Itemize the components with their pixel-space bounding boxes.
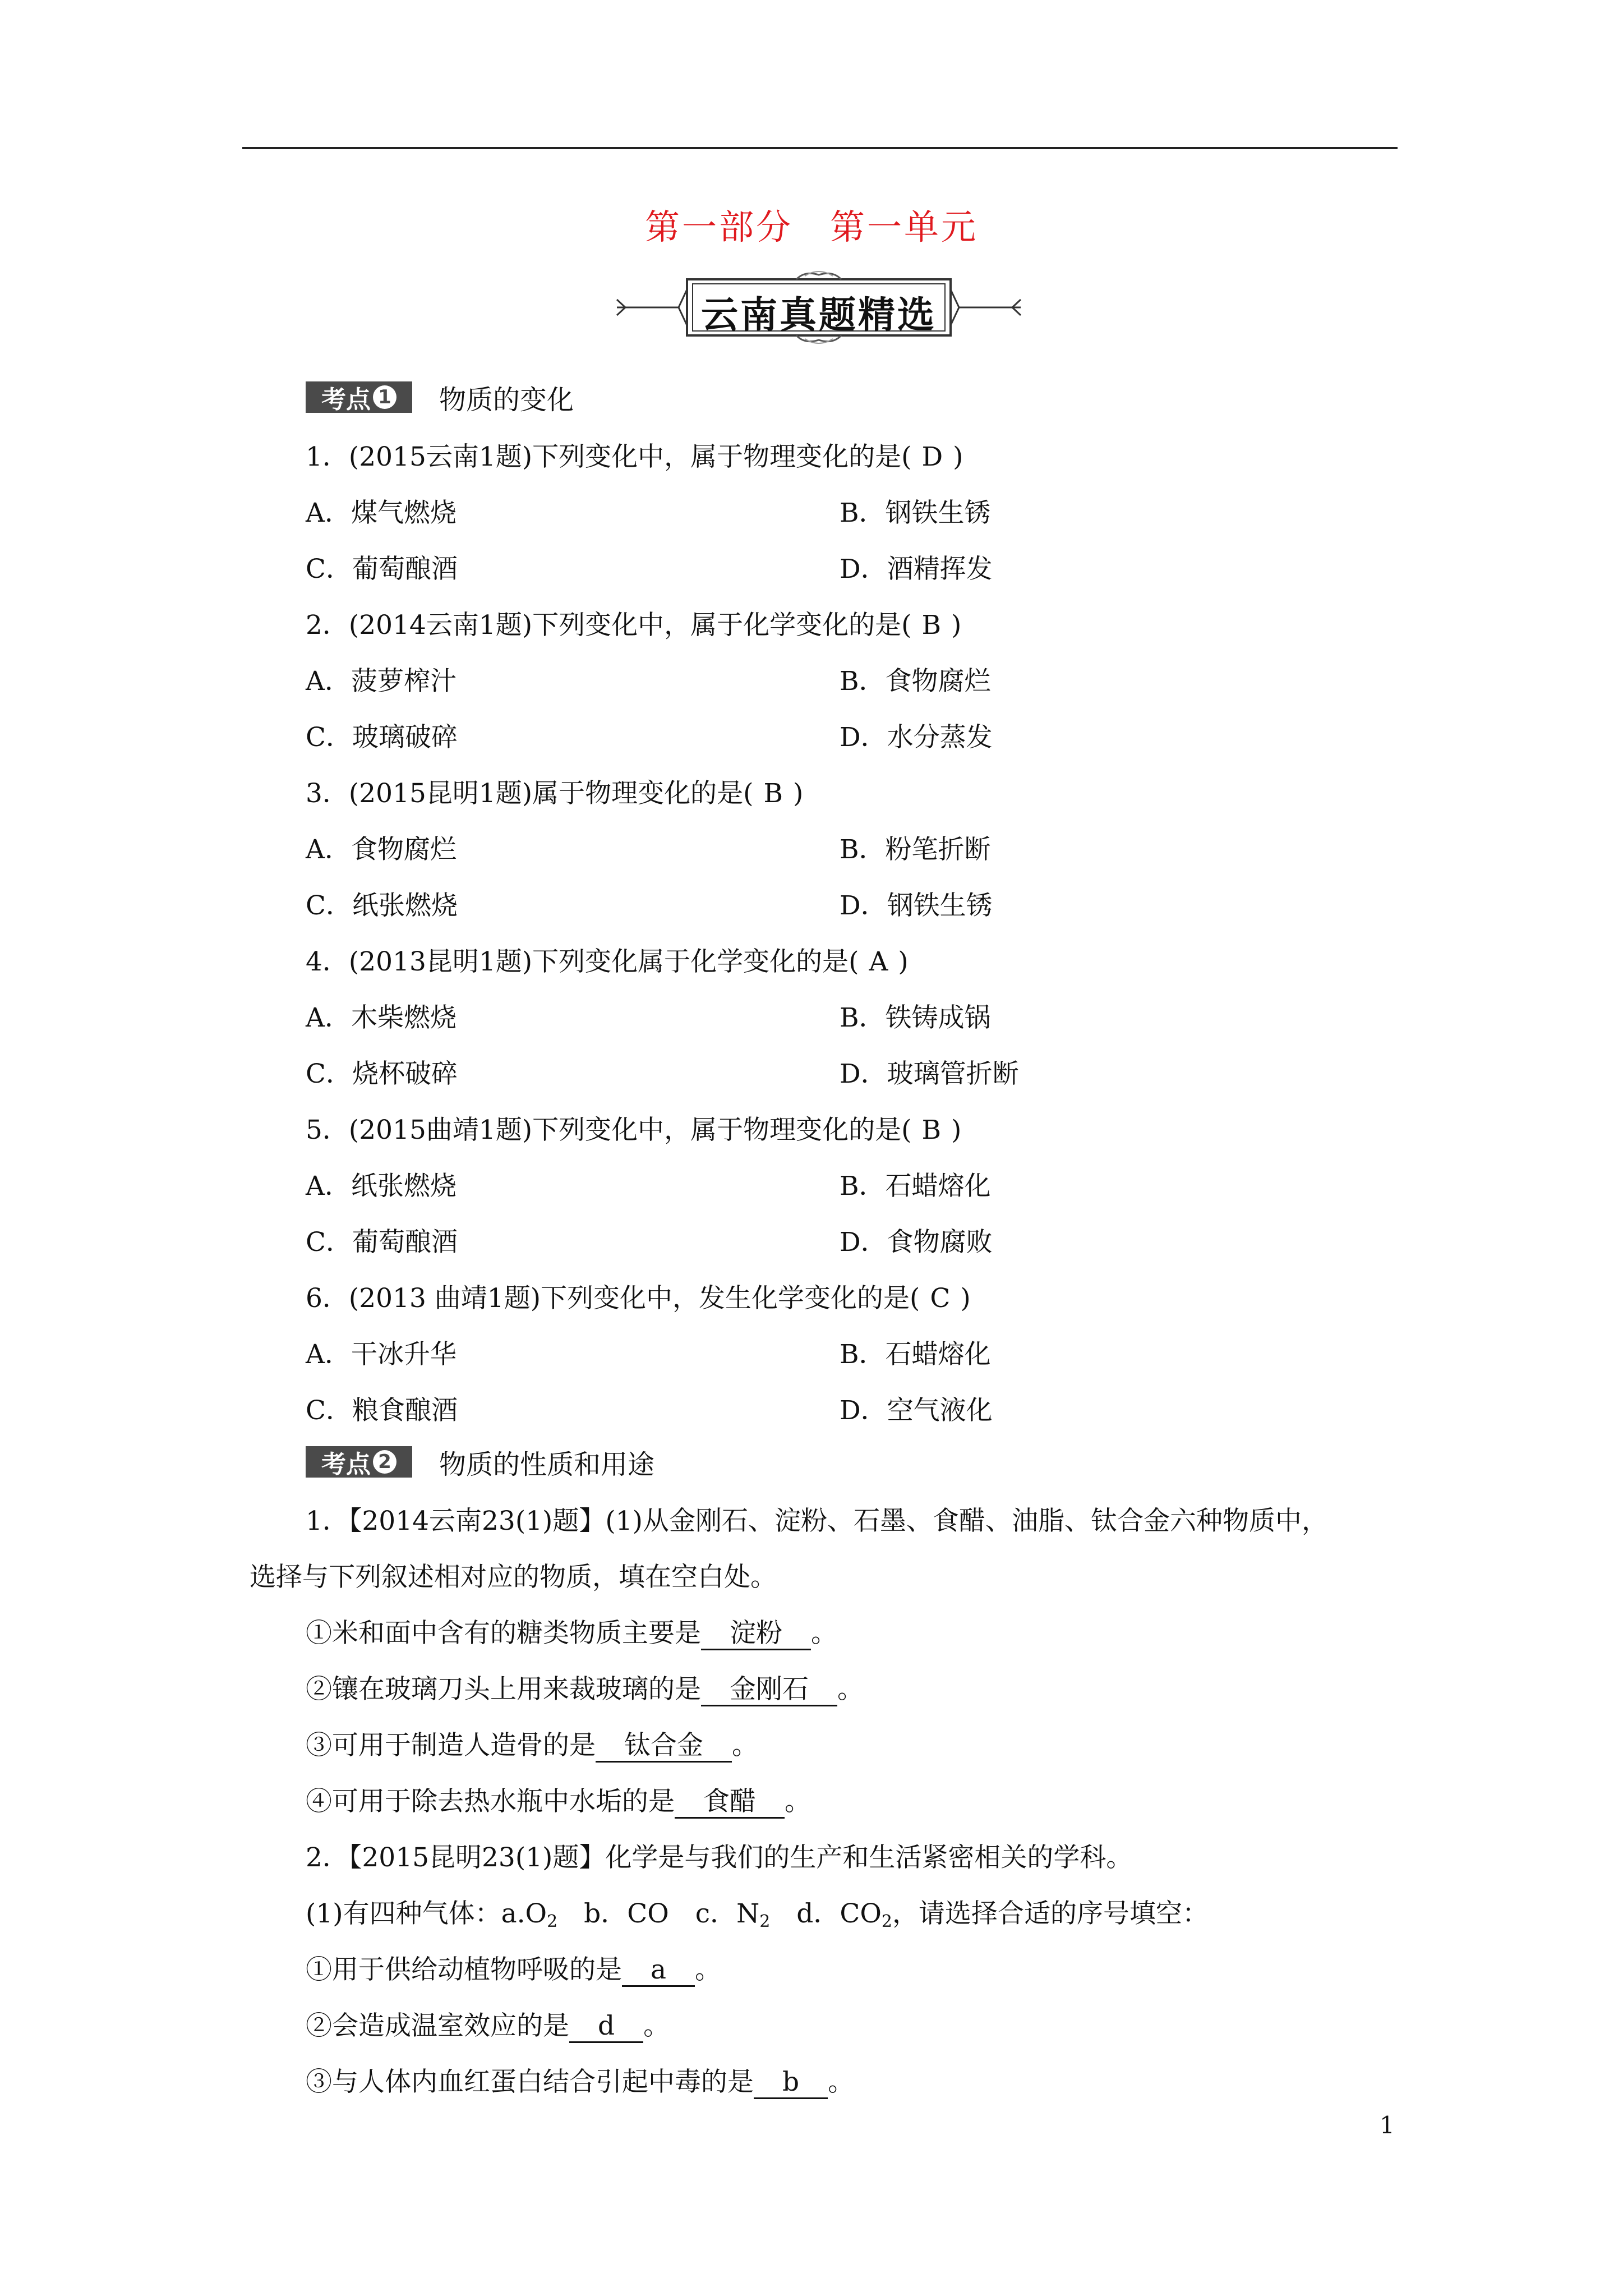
option-b: B．食物腐烂 [840,666,991,697]
option-c: C．烧杯破碎 [306,1059,458,1089]
option-a: A．木柴燃烧 [306,1002,457,1033]
fill-item: ①米和面中含有的糖类物质主要是 淀粉 。 [306,1617,837,1650]
option-b: B．石蜡熔化 [840,1339,991,1370]
answer-blank: d [569,2010,643,2043]
fill-item: ②镶在玻璃刀头上用来裁玻璃的是 金刚石 。 [306,1673,864,1706]
option-d: D．玻璃管折断 [840,1059,1019,1089]
answer-blank: 钛合金 [596,1730,732,1763]
option-d: D．水分蒸发 [840,722,993,753]
fill-item: ③可用于制造人造骨的是 钛合金 。 [306,1729,758,1763]
option-b: B．铁铸成锅 [840,1002,991,1033]
option-c: C．玻璃破碎 [306,722,458,753]
header-rule [242,147,1398,149]
question-sub-stem: (1)有四种气体：$a.O_2$ b．CO c．$N_2$ d．$CO_2$，请选择合适的序号填空： [306,1898,1209,1931]
option-b: B．石蜡熔化 [840,1171,991,1202]
answer-blank: 食醋 [675,1786,785,1819]
option-d: D．酒精挥发 [840,554,993,585]
option-c: C．粮食酿酒 [306,1395,458,1426]
option-a: A．煤气燃烧 [306,498,457,528]
fill-item: ②会造成温室效应的是 d 。 [306,2009,670,2043]
option-a: A．菠萝榨汁 [306,666,457,697]
option-b: B．粉笔折断 [840,834,991,865]
option-c: C．葡萄酿酒 [306,1227,458,1258]
part-title: 第一部分 第一单元 [644,206,978,247]
question-stem: 4．(2013昆明1题)下列变化属于化学变化的是( A ) [306,946,909,977]
banner-title: 云南真题精选 [701,293,937,337]
option-a: A．干冰升华 [306,1339,457,1370]
option-b: B．钢铁生锈 [840,498,991,528]
banner [611,267,1026,351]
question-stem: 1．(2015云南1题)下列变化中，属于物理变化的是( D ) [306,441,963,472]
answer-blank: 金刚石 [701,1674,837,1706]
option-c: C．纸张燃烧 [306,890,458,921]
answer-blank: b [754,2067,828,2099]
question-stem: 5．(2015曲靖1题)下列变化中，属于物理变化的是( B ) [306,1115,962,1145]
page-number: 1 [1380,2111,1395,2139]
question-stem: 1．【2014云南23(1)题】(1)从金刚石、淀粉、石墨、食醋、油脂、钛合金六种物质中， [306,1506,1328,1536]
question-stem: 2．(2014云南1题)下列变化中，属于化学变化的是( B ) [306,610,962,641]
section-header-2 [306,1446,654,1478]
section-title: 物质的性质和用途 [439,1448,655,1480]
fill-item: ①用于供给动植物呼吸的是 a 。 [306,1953,721,1987]
question-stem: 2．【2015昆明23(1)题】化学是与我们的生产和生活紧密相关的学科。 [306,1842,1133,1873]
section-title: 物质的变化 [439,384,574,416]
option-d: D．食物腐败 [840,1227,993,1258]
section-header-1 [306,381,574,416]
option-a: A．纸张燃烧 [306,1171,457,1202]
option-d: D．空气液化 [840,1395,993,1426]
question-stem-cont: 选择与下列叙述相对应的物质，填在空白处。 [250,1562,777,1593]
option-a: A．食物腐烂 [306,834,457,865]
question-stem: 6．(2013 曲靖1题)下列变化中，发生化学变化的是( C ) [306,1283,971,1314]
answer-blank: a [622,1954,695,1987]
question-stem: 3．(2015昆明1题)属于物理变化的是( B ) [306,778,804,809]
section-badge: 考点 1 [306,381,412,413]
fill-item: ④可用于除去热水瓶中水垢的是 食醋 。 [306,1785,811,1819]
answer-blank: 淀粉 [701,1618,811,1650]
option-d: D．钢铁生锈 [840,890,993,921]
fill-item: ③与人体内血红蛋白结合引起中毒的是 b 。 [306,2065,854,2099]
section-badge: 考点 2 [306,1446,412,1478]
option-c: C．葡萄酿酒 [306,554,458,585]
